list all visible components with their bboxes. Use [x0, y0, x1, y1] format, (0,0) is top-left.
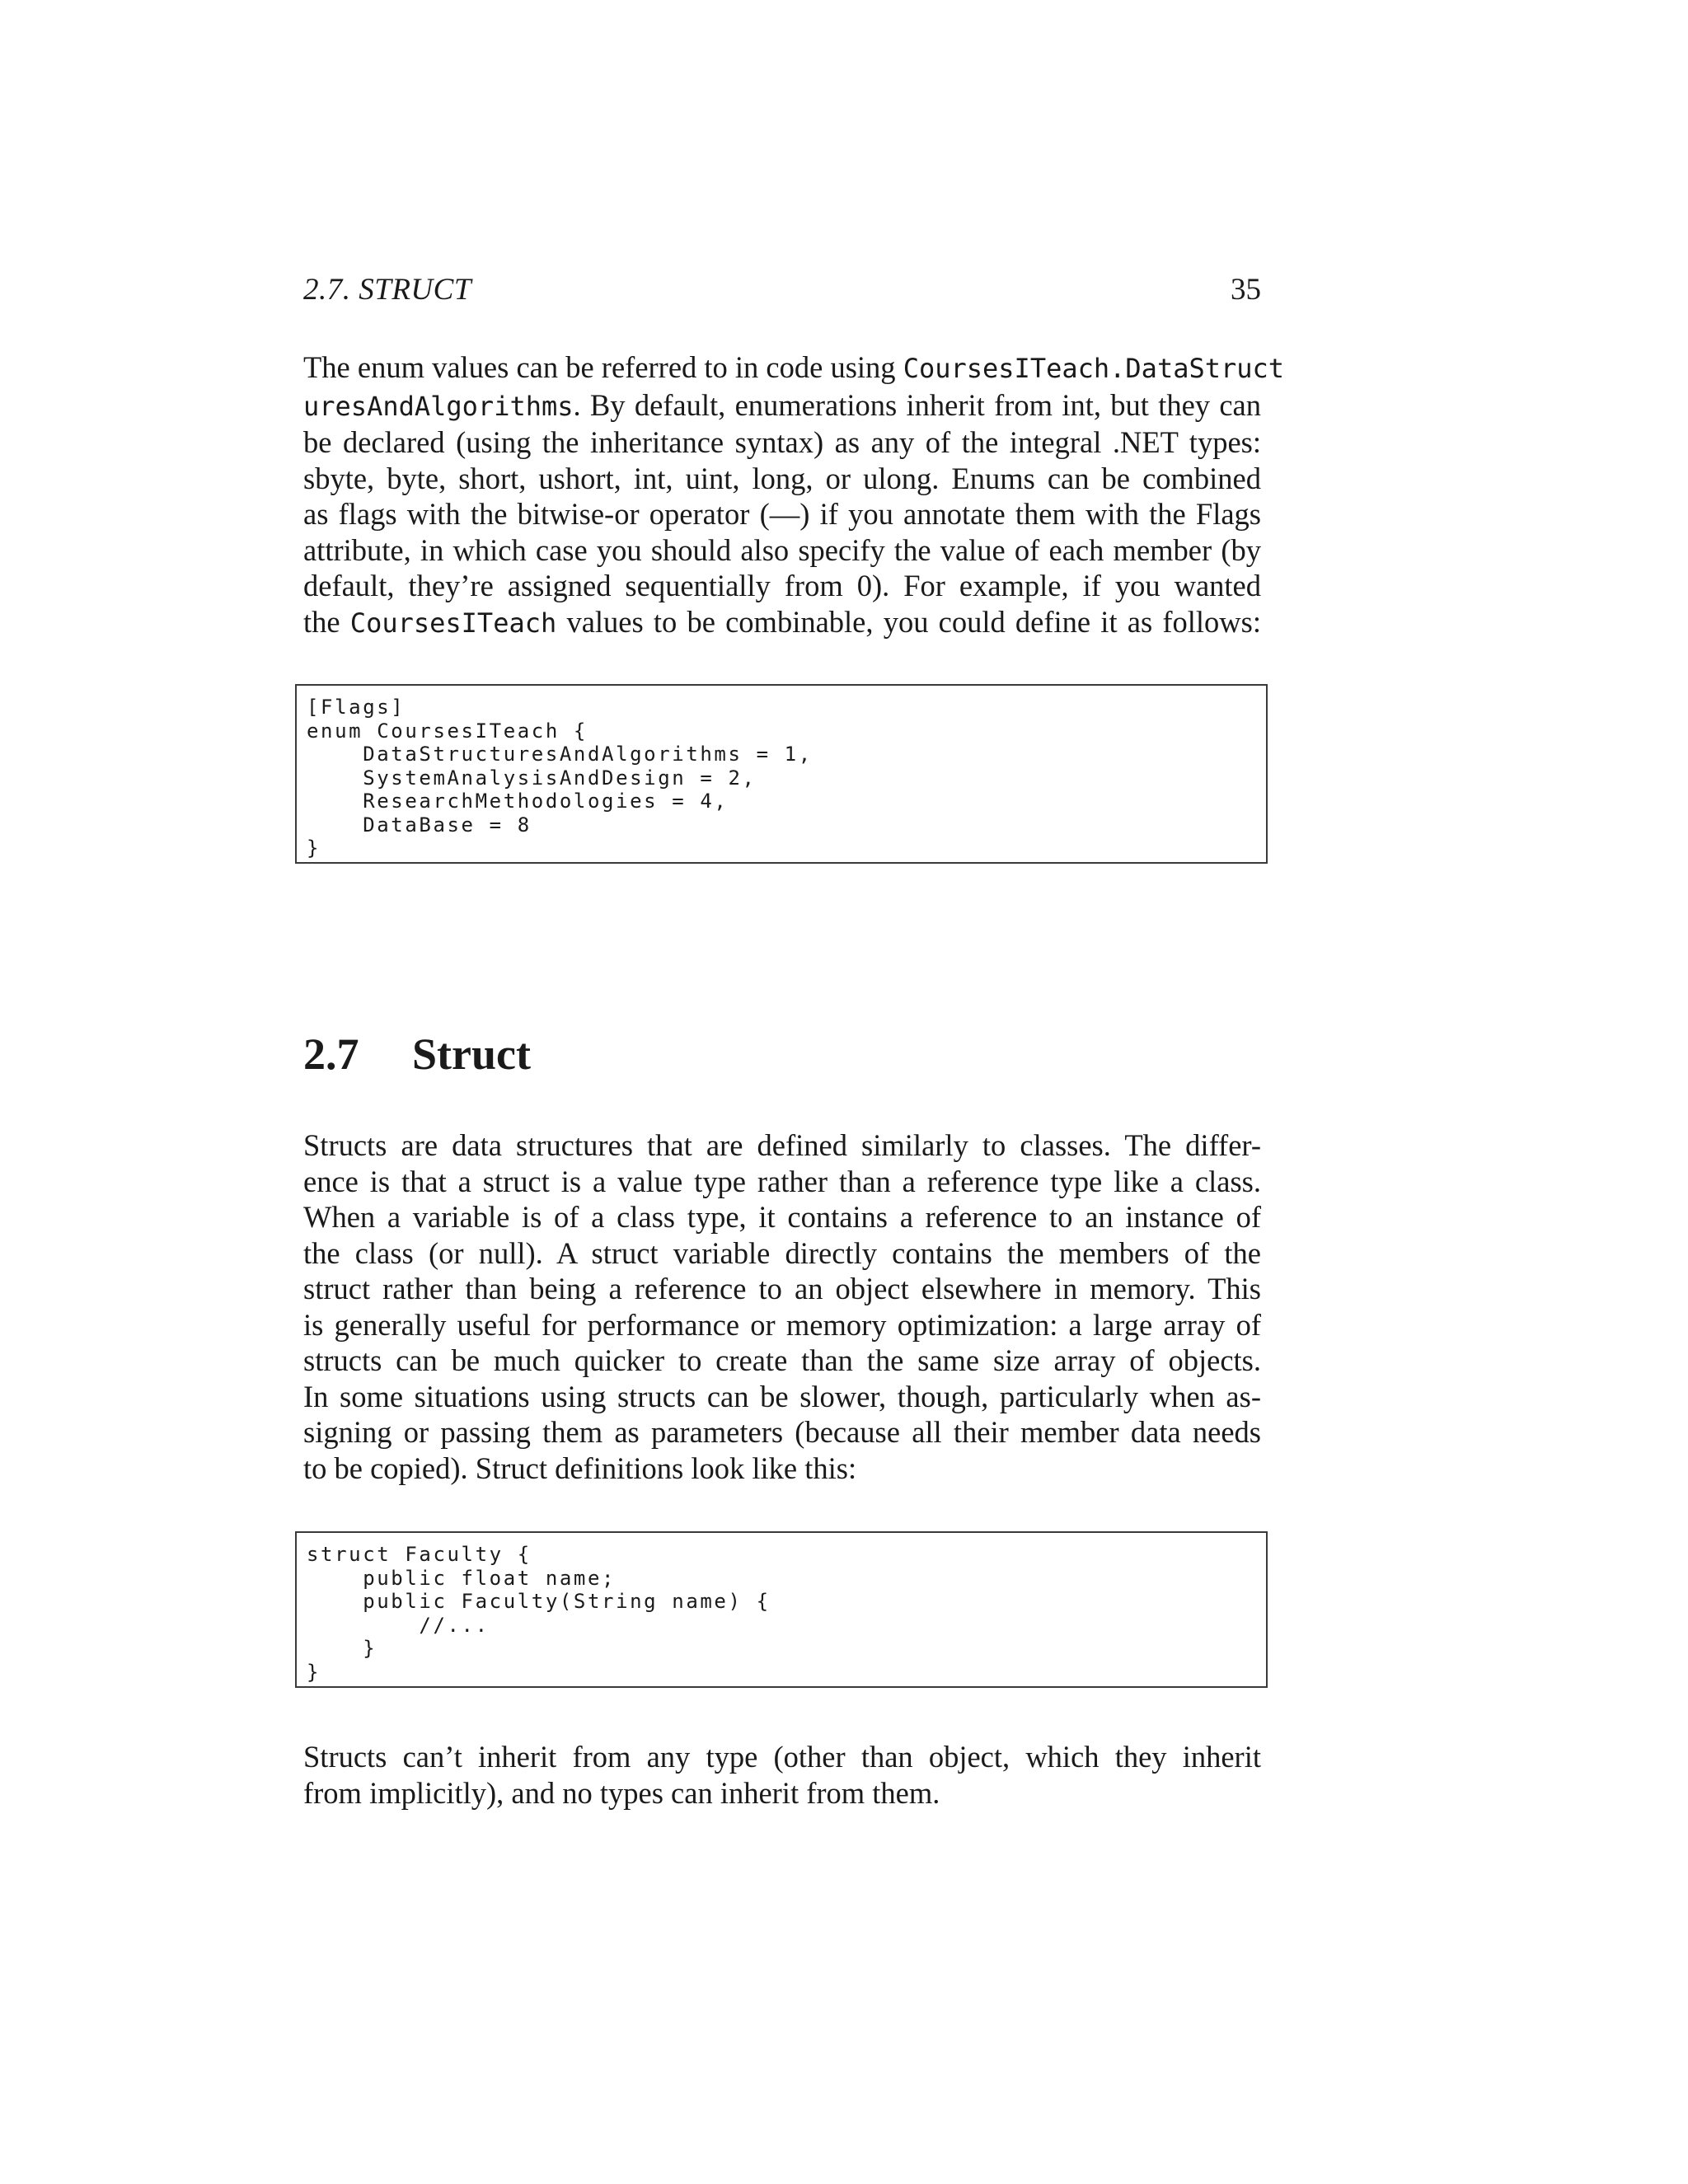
inline-code: CoursesITeach.DataStruct: [903, 353, 1285, 384]
paragraph-line: structs can be much quicker to create than the same size array of objects.: [303, 1343, 1261, 1377]
paragraph-line: The enum values can be referred to in code using CoursesITeach.DataStruct: [303, 350, 1285, 384]
page-number: 35: [1231, 273, 1261, 307]
code-line: }: [307, 1660, 321, 1684]
code-line: [Flags]: [307, 696, 406, 719]
paragraph-line: as flags with the bitwise-or operator (—) if you annotate them with the Flags: [303, 497, 1261, 531]
paragraph-struct-inheritance: [303, 1739, 1261, 1811]
section-heading: [303, 1029, 531, 1080]
paragraph-line: ence is that a struct is a value type rather than a reference type like a class.: [303, 1164, 1261, 1198]
paragraph-line: default, they’re assigned sequentially from 0). For example, if you wanted: [303, 569, 1261, 602]
paragraph-line: Structs can’t inherit from any type (other than object, which they inherit: [303, 1740, 1261, 1774]
code-line: SystemAnalysisAndDesign = 2,: [307, 766, 757, 790]
code-line: public Faculty(String name) {: [307, 1590, 771, 1613]
code-line: enum CoursesITeach {: [307, 719, 588, 743]
paragraph-line: signing or passing them as parameters (because all their member data needs: [303, 1415, 1261, 1449]
paragraph-line: is generally useful for performance or memory optimization: a large array of: [303, 1307, 1261, 1342]
section-number: 2.7: [303, 1029, 359, 1079]
paragraph-line: attribute, in which case you should also specify the value of each member (by: [303, 532, 1261, 567]
paragraph-structs-intro: [303, 1127, 1261, 1486]
paragraph-line: to be copied). Struct definitions look like this:: [303, 1451, 857, 1485]
code-line: public float name;: [307, 1566, 617, 1590]
code-line: //...: [307, 1613, 490, 1637]
paragraph-line: sbyte, byte, short, ushort, int, uint, long, or ulong. Enums can be combined: [303, 461, 1261, 495]
inline-code: uresAndAlgorithms: [303, 390, 574, 422]
running-header: [303, 272, 1261, 313]
code-line: DataBase = 8: [307, 813, 532, 837]
paragraph-line: Structs are data structures that are defined similarly to classes. The differ-: [303, 1128, 1261, 1162]
paragraph-line: struct rather than being a reference to an object elsewhere in memory. This: [303, 1272, 1261, 1305]
code-line: }: [307, 837, 321, 860]
section-title: Struct: [412, 1029, 531, 1079]
paragraph-line: the class (or null). A struct variable directly contains the members of the: [303, 1235, 1261, 1270]
paragraph-line: uresAndAlgorithms. By default, enumerations inherit from int, but they can: [303, 387, 1261, 422]
paragraph-line: be declared (using the inheritance syntax) as any of the integral .NET types:: [303, 425, 1261, 459]
paragraph-line: In some situations using structs can be slower, though, particularly when as-: [303, 1379, 1261, 1413]
code-line: }: [307, 1637, 377, 1660]
running-header-section: 2.7. STRUCT: [303, 273, 471, 307]
code-line: DataStructuresAndAlgorithms = 1,: [307, 743, 813, 766]
code-line: ResearchMethodologies = 4,: [307, 790, 729, 813]
inline-code: CoursesITeach: [349, 607, 557, 639]
paragraph-line: When a variable is of a class type, it contains a reference to an instance of: [303, 1200, 1261, 1234]
paragraph-line: the CoursesITeach values to be combinable, you could define it as follows:: [303, 604, 1262, 639]
code-listing-flags-enum: [295, 684, 1268, 864]
paragraph-enum-values: [303, 349, 1285, 641]
code-line: struct Faculty {: [307, 1543, 532, 1566]
paragraph-line: from implicitly), and no types can inherit from them.: [303, 1775, 940, 1810]
code-listing-struct-faculty: [295, 1531, 1268, 1688]
